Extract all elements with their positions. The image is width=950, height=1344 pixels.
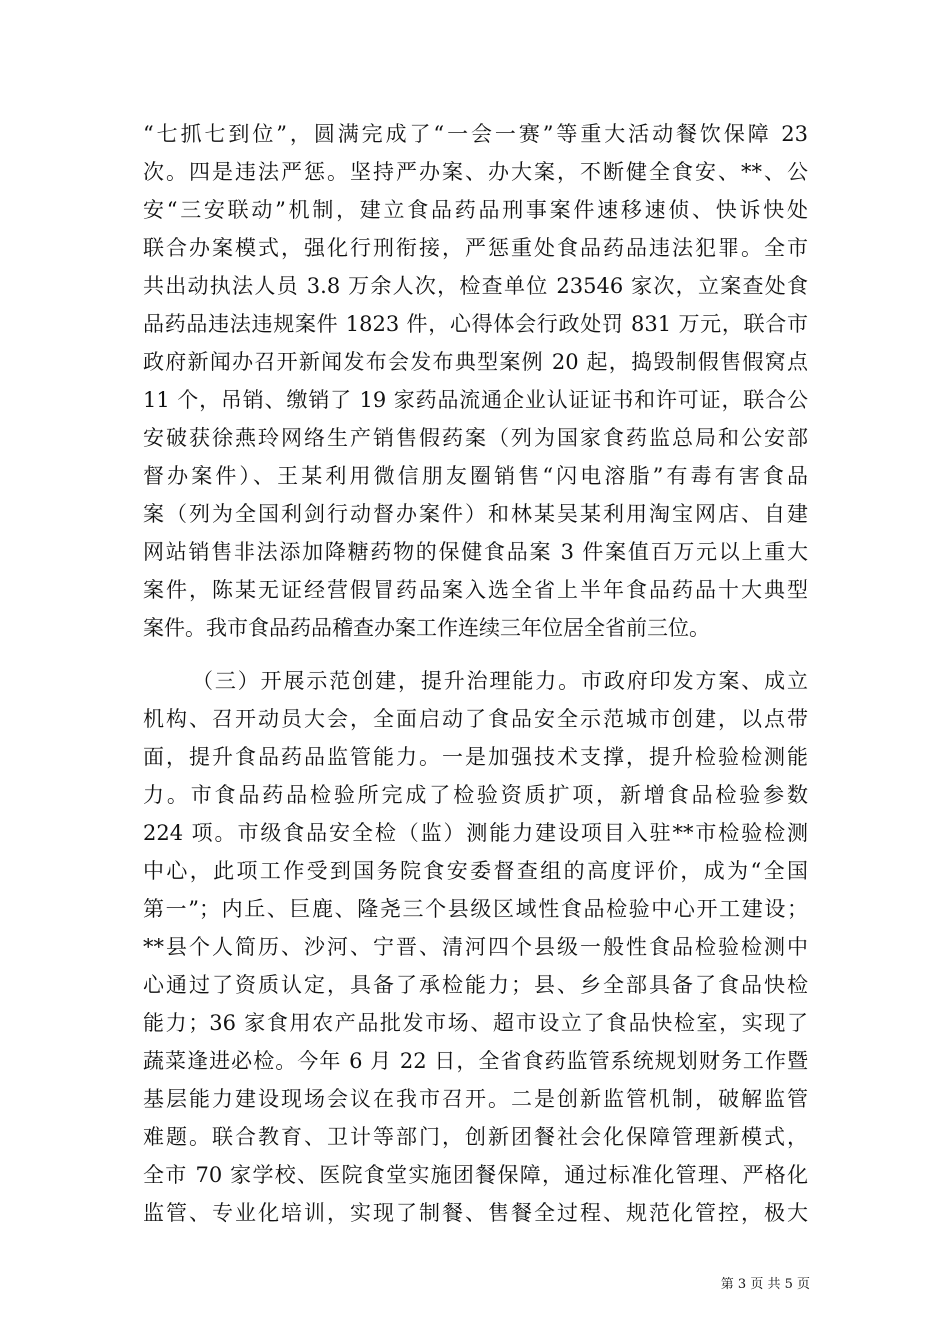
text-line: 第一”；内丘、巨鹿、隆尧三个县级区域性食品检验中心开工建设； (143, 897, 808, 921)
text-line: 力。市食品药品检验所完成了检验资质扩项，新增食品检验参数 (143, 783, 808, 807)
text-line: 224 项。市级食品安全检（监）测能力建设项目入驻**市检验检测 (143, 821, 808, 845)
text-line: 共出动执法人员 3.8 万余人次，检查单位 23546 家次，立案查处食 (143, 274, 808, 298)
text-line: “七抓七到位”，圆满完成了“一会一赛”等重大活动餐饮保障 23 (143, 122, 808, 146)
text-line: 网站销售非法添加降糖药物的保健食品案 3 件案值百万元以上重大 (143, 540, 808, 564)
paragraph-demonstration (143, 662, 808, 1232)
text-line: **县个人简历、沙河、宁晋、清河四个县级一般性食品检验检测中 (143, 935, 808, 959)
text-line: 案件。我市食品药品稽查办案工作连续三年位居全省前三位。 (143, 616, 710, 640)
text-line: 安“三安联动”机制，建立食品药品刑事案件速移速侦、快诉快处 (143, 198, 808, 222)
text-line: 次。四是违法严惩。坚持严办案、办大案，不断健全食安、**、公 (143, 160, 808, 184)
text-line: 案（列为全国利剑行动督办案件）和林某吴某利用淘宝网店、自建 (143, 502, 808, 526)
text-line: 中心，此项工作受到国务院食安委督查组的高度评价，成为“全国 (143, 859, 808, 883)
paragraph-violations (143, 115, 808, 647)
text-line: 心通过了资质认定，具备了承检能力；县、乡全部具备了食品快检 (143, 973, 808, 997)
text-line: 政府新闻办召开新闻发布会发布典型案例 20 起，捣毁制假售假窝点 (143, 350, 808, 374)
page-number: 第 3 页 共 5 页 (720, 1277, 810, 1292)
text-line: 11 个，吊销、缴销了 19 家药品流通企业认证证书和许可证，联合公 (143, 388, 808, 412)
text-line: 基层能力建设现场会议在我市召开。二是创新监管机制，破解监管 (143, 1087, 808, 1111)
text-line: 面，提升食品药品监管能力。一是加强技术支撑，提升检验检测能 (143, 745, 808, 769)
text-line: 联合办案模式，强化行刑衔接，严惩重处食品药品违法犯罪。全市 (143, 236, 808, 260)
text-line: 蔬菜逢进必检。今年 6 月 22 日，全省食药监管系统规划财务工作暨 (143, 1049, 808, 1073)
section-heading-line: （三）开展示范创建，提升治理能力。市政府印发方案、成立 (192, 669, 808, 693)
text-line: 安破获徐燕玲网络生产销售假药案（列为国家食药监总局和公安部 (143, 426, 808, 450)
text-line: 监管、专业化培训，实现了制餐、售餐全过程、规范化管控，极大 (143, 1201, 808, 1225)
text-line: 全市 70 家学校、医院食堂实施团餐保障，通过标准化管理、严格化 (143, 1163, 808, 1187)
text-line: 案件，陈某无证经营假冒药品案入选全省上半年食品药品十大典型 (143, 578, 808, 602)
text-line: 品药品违法违规案件 1823 件，心得体会行政处罚 831 万元，联合市 (143, 312, 808, 336)
text-line: 督办案件）、王某利用微信朋友圈销售“闪电溶脂”有毒有害食品 (143, 464, 808, 488)
text-line: 能力；36 家食用农产品批发市场、超市设立了食品快检室，实现了 (143, 1011, 808, 1035)
text-line: 难题。联合教育、卫计等部门，创新团餐社会化保障管理新模式， (143, 1125, 808, 1149)
text-line: 机构、召开动员大会，全面启动了食品安全示范城市创建，以点带 (143, 707, 808, 731)
